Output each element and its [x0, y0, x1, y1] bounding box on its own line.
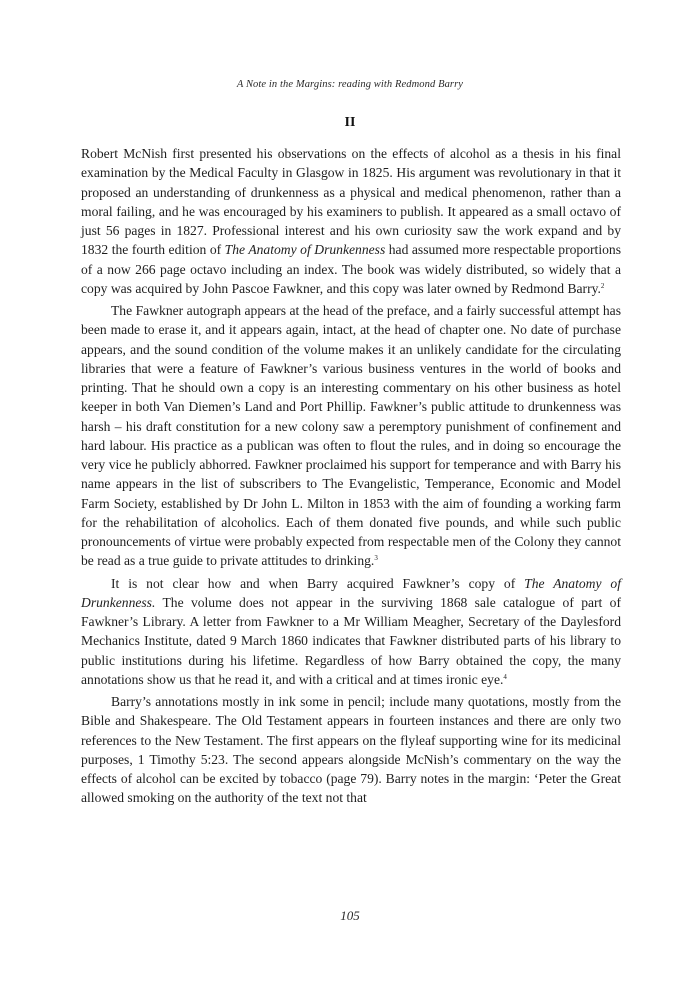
paragraph-2-text: The Fawkner autograph appears at the head of the preface, and a fairly successful attempt has been made to erase it, and it appears again, intact, at the head of chapter one. No date of purchase appears, and the sound condition of the volume makes it an unlikely candidate for the circulating libraries that were a feature of Fawkner’s various business ventures in the world of books and printing. That he should own a copy is an interesting commentary on his other business as hotel keeper in both Van Diemen’s Land and Port Phillip. Fawkner’s public attitude to drunkenness was harsh – his draft constitution for a new colony saw a peremptory punishment of confinement and hard labour. His practice as a publican was often to flout the rules, and in doing so encourage the very vice he publicly abhorred. Fawkner proclaimed his support for temperance and with Barry his name appears in the list of subscribers to The Evangelistic, Temperance, Economic and Model Farm Society, established by Dr John L. Milton in 1853 with the aim of founding a working farm for the rehabilitation of alcoholics. Each of them donated five pounds, and while such public pronouncements of virtue were probably expected from respectable men of the Colony they cannot be read as a true guide to private attitudes to drinking. [81, 303, 621, 569]
running-head: A Note in the Margins: reading with Redmond Barry [236, 79, 464, 90]
paragraph-3 [81, 574, 621, 690]
body-text [81, 144, 621, 811]
book-title: The Anatomy of Drunkenness. [81, 575, 621, 610]
paragraph-4 [81, 692, 621, 808]
book-title: The Anatomy of Drunkenness [224, 242, 386, 258]
paragraph-1-text-a: Robert McNish first presented his observations on the effects of alcohol as a thesis in his final examination by the Medical Faculty in Glasgow in 1825. His argument was revolutionary in that it proposed an understanding of drunkenness as a physical and medical phenomenon, rather than a moral failing, and he was encouraged by his examiners to publish. It appeared as a small octavo of just 56 pages in 1827. Professional interest and his own curiosity saw the work expand and by 1832 the fourth edition of [81, 146, 621, 258]
paragraph-4-text: Barry’s annotations mostly in ink some in pencil; include many quotations, mostly from the Bible and Shakespeare. The Old Testament appears in fourteen instances and there are only two references to the New Testament. The first appears on the flyleaf supporting wine for its medicinal purposes, 1 Timothy 5:23. The second appears alongside McNish’s commentary on the way the effects of alcohol can be excited by tobacco (page 79). Barry notes in the margin: ‘Peter the Great allowed smoking on the authority of the text not that [81, 694, 621, 806]
paragraph-3-text-b: The volume does not appear in the surviving 1868 sale catalogue of part of Fawkner’s Library. A letter from Fawkner to a Mr William Meagher, Secretary of the Daylesford Mechanics Institute, dated 9 March 1860 indicates that Fawkner distributed parts of his library to public institutions during his lifetime. Regardless of how Barry obtained the copy, the many annotations show us that he read it, and with a critical and at times ironic eye. [81, 594, 621, 687]
footnote-ref-2: 2 [600, 281, 605, 290]
footnote-ref-3: 3 [374, 554, 378, 563]
paragraph-2 [81, 301, 621, 571]
page-number: 105 [340, 908, 360, 923]
paragraph-3-text-a: It is not clear how and when Barry acquired Fawkner’s copy of [111, 575, 525, 591]
section-heading: II [344, 115, 356, 130]
paragraph-1 [81, 144, 621, 298]
paragraph-1-text-b: had assumed more respectable proportions of a now 266 page octavo including an index. The book was widely distributed, so widely that a copy was acquired by John Pascoe Fawkner, and this copy was later owned by Redmond Barry. [81, 242, 621, 296]
footnote-ref-4: 4 [503, 672, 507, 681]
